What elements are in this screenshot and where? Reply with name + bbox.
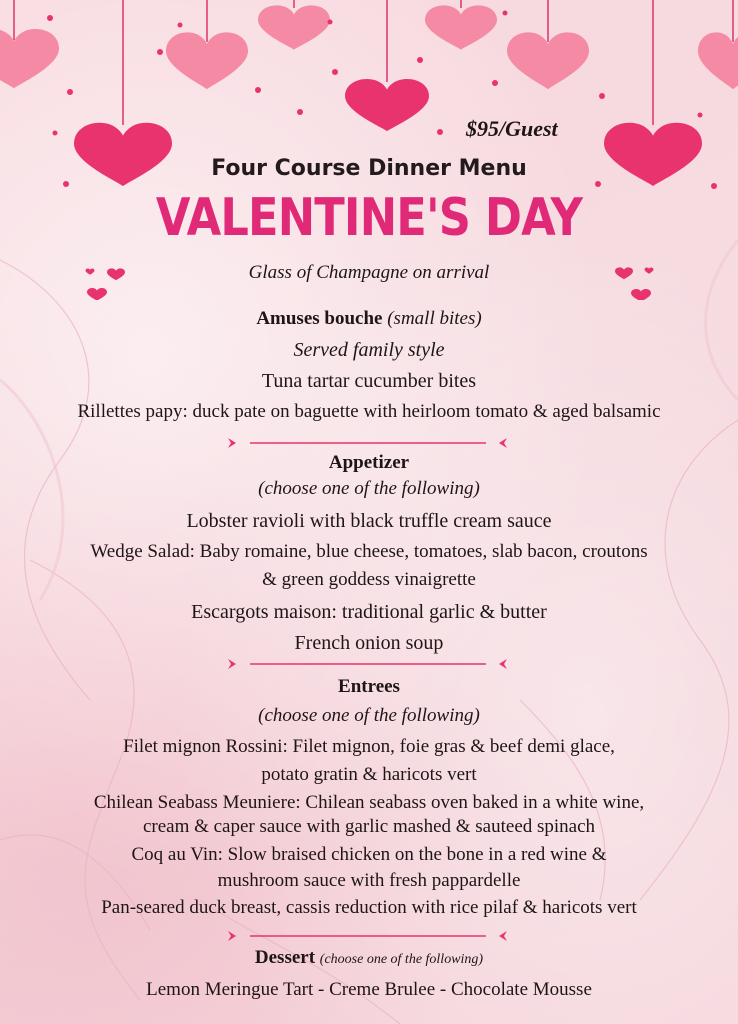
menu-item: Filet mignon Rossini: Filet mignon, foie gras & beef demi glace,	[123, 736, 615, 757]
menu-item: Chilean Seabass Meuniere: Chilean seabass oven baked in a white wine,	[93, 792, 645, 813]
dessert-items: Lemon Meringue Tart - Creme Brulee - Chocolate Mousse	[146, 979, 592, 1000]
entrees-note: (choose one of the following)	[258, 705, 480, 726]
divider-icon	[0, 436, 738, 450]
amuses-heading-line	[0, 308, 738, 330]
menu-item: Tuna tartar cucumber bites	[261, 370, 477, 392]
dessert-heading: Dessert	[254, 947, 316, 968]
dessert-heading-line	[0, 947, 738, 969]
amuses-note: (small bites)	[387, 308, 482, 329]
menu-item: French onion soup	[294, 632, 444, 654]
menu-item: & green goddess vinaigrette	[262, 569, 476, 590]
menu-item: cream & caper sauce with garlic mashed & sauteed spinach	[142, 816, 596, 837]
menu-item: Wedge Salad: Baby romaine, blue cheese, tomatoes, slab bacon, croutons	[90, 541, 648, 562]
menu-item: Pan-seared duck breast, cassis reduction with rice pilaf & haricots vert	[101, 897, 637, 918]
menu-item: Rillettes papy: duck pate on baguette with heirloom tomato & aged balsamic	[77, 401, 661, 422]
appetizer-note: (choose one of the following)	[258, 478, 480, 499]
menu-subtitle: Four Course Dinner Menu	[211, 156, 527, 181]
menu-item: Lobster ravioli with black truffle cream sauce	[186, 510, 552, 532]
menu-item: potato gratin & haricots vert	[261, 764, 477, 785]
price-per-guest: $95/Guest	[466, 116, 558, 141]
hearts-decoration	[0, 0, 738, 300]
menu-item: Coq au Vin: Slow braised chicken on the bone in a red wine &	[131, 844, 607, 865]
dessert-note: (choose one of the following)	[319, 952, 484, 967]
entrees-heading: Entrees	[338, 676, 400, 697]
page-title: VALENTINE'S DAY	[155, 188, 583, 248]
divider-icon	[0, 929, 738, 943]
champagne-note: Glass of Champagne on arrival	[248, 262, 490, 283]
amuses-heading: Amuses bouche	[256, 308, 383, 329]
divider-icon	[0, 657, 738, 671]
menu-item: Escargots maison: traditional garlic & butter	[191, 601, 547, 623]
menu-item: mushroom sauce with fresh pappardelle	[217, 870, 521, 891]
amuses-serving: Served family style	[293, 339, 445, 361]
appetizer-heading: Appetizer	[328, 452, 410, 473]
